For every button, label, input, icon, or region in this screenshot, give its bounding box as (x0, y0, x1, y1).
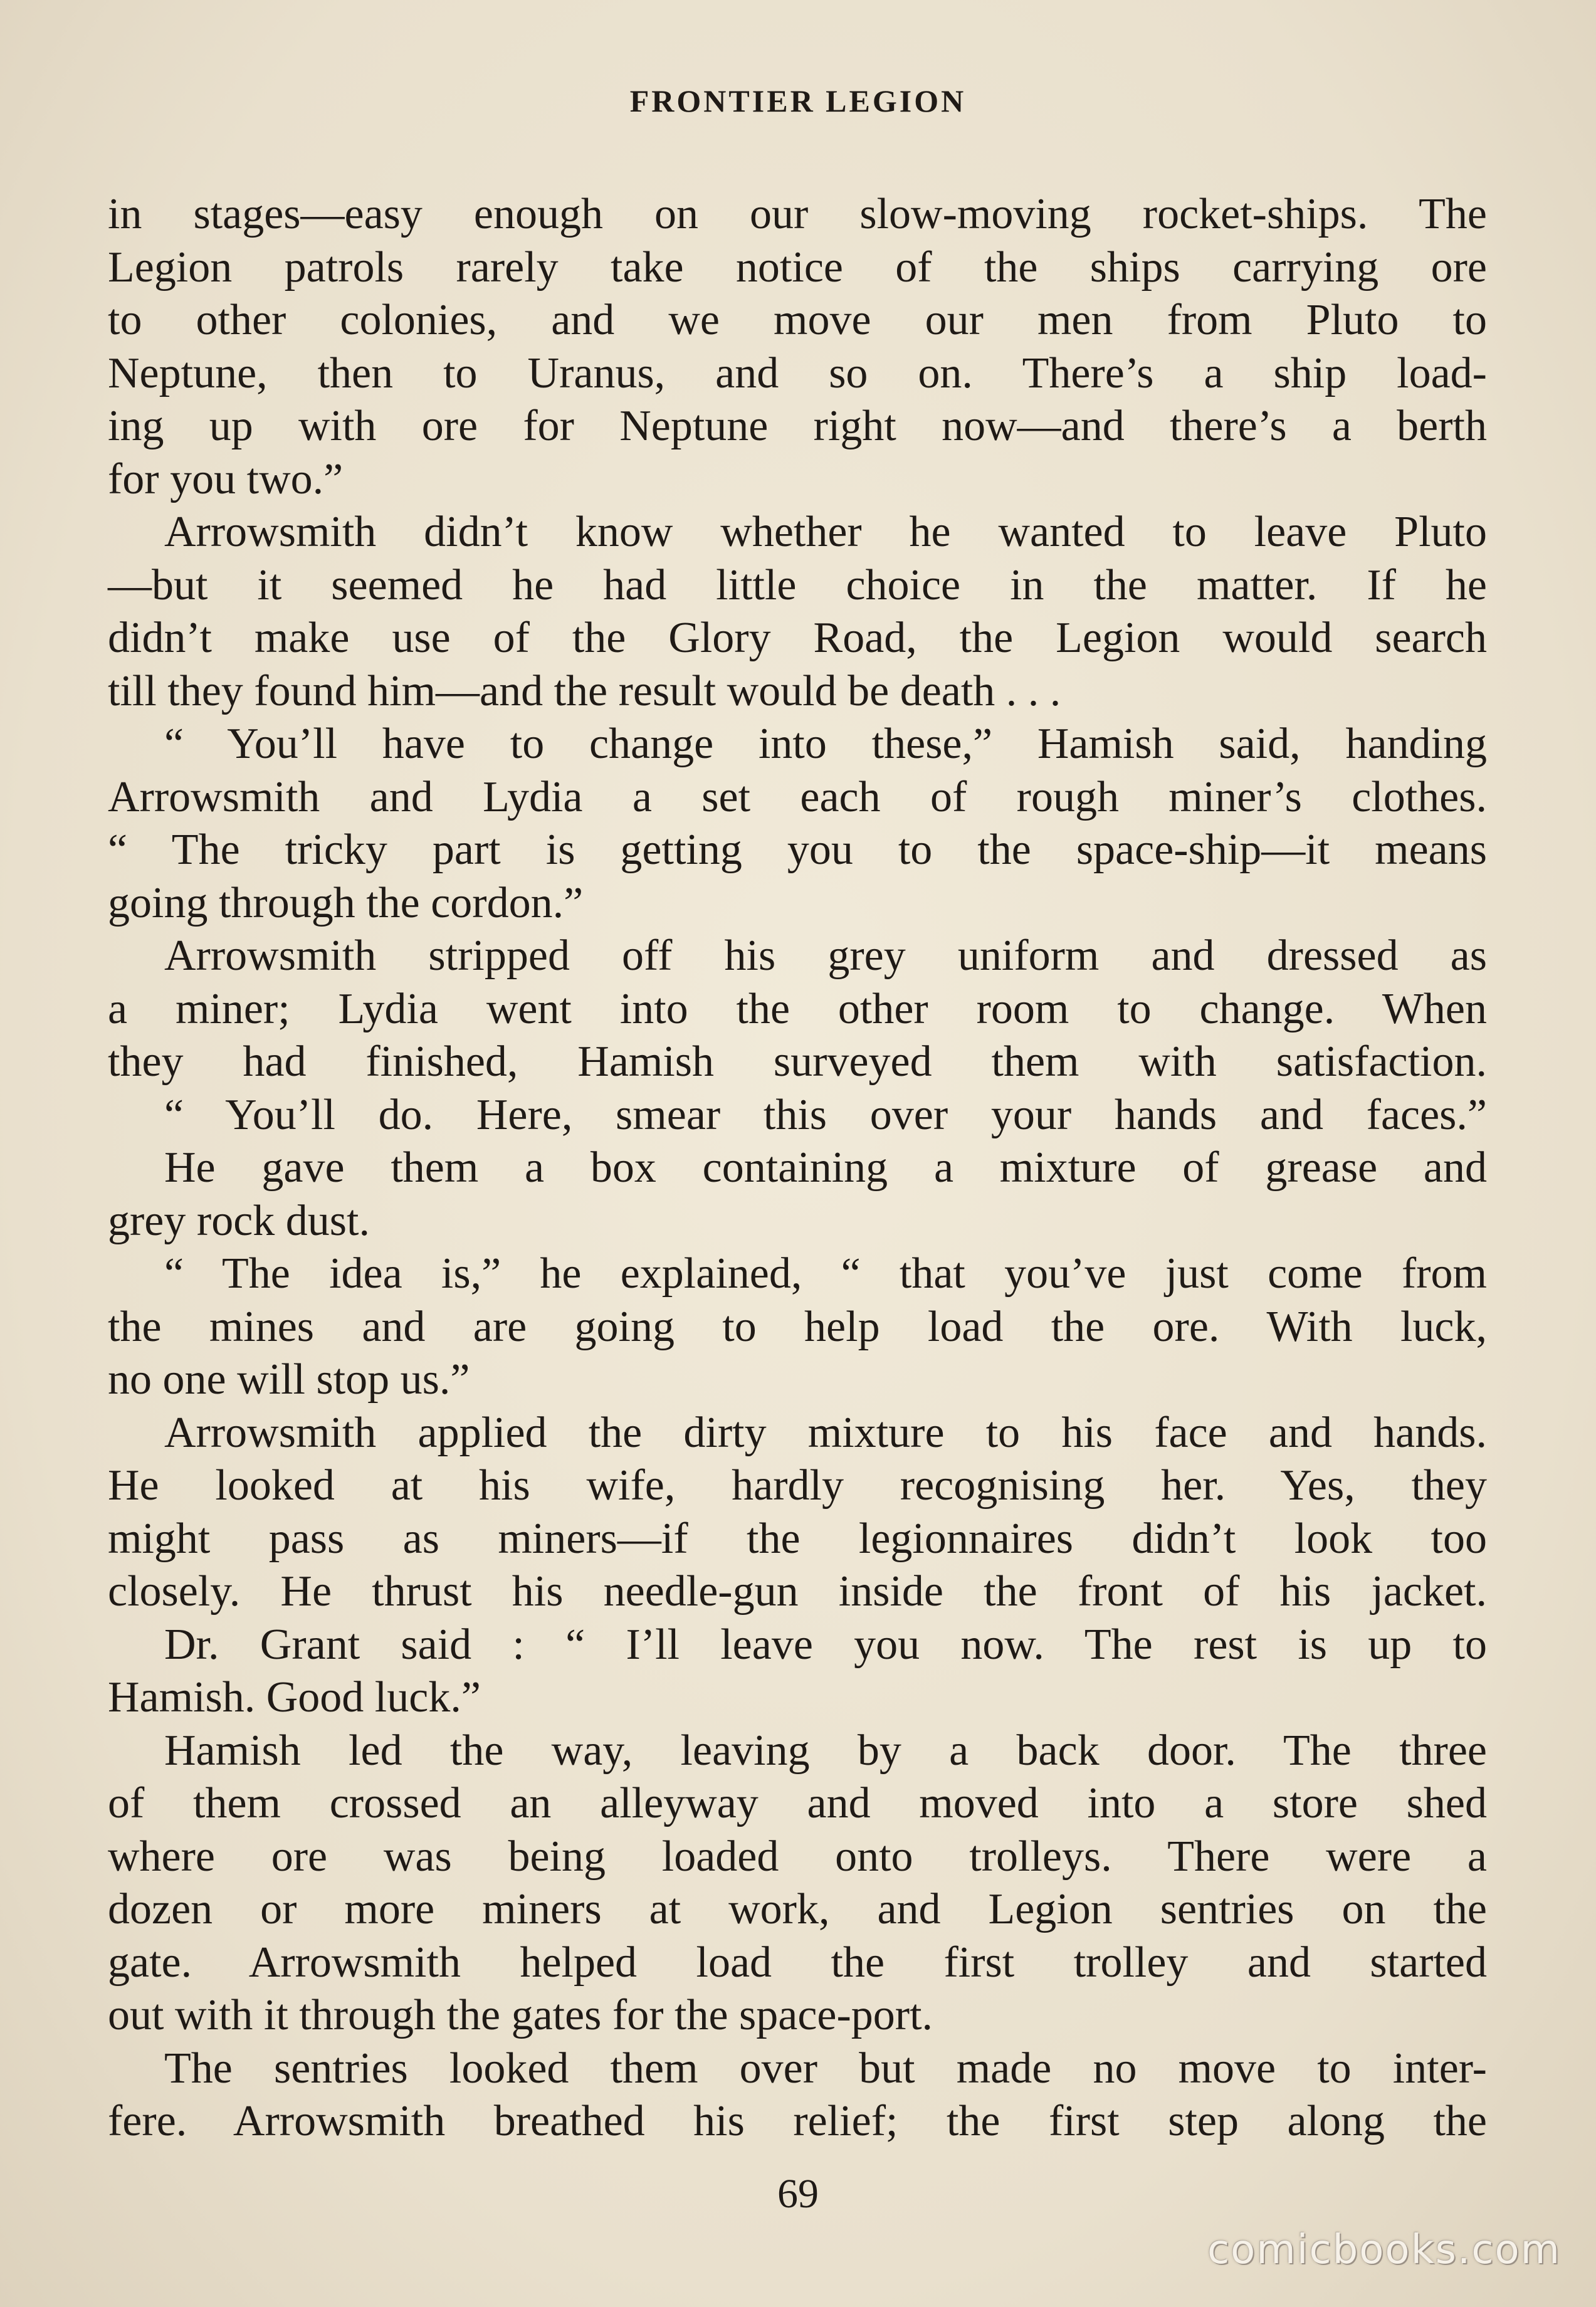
text-line: Dr. Grant said : “ I’ll leave you now. The rest is up to (164, 1620, 1487, 1669)
text-line: He gave them a box containing a mixture of grease and (164, 1143, 1487, 1192)
text-line: He looked at his wife, hardly recognising her. Yes, they (108, 1461, 1487, 1510)
text-line: Arrowsmith and Lydia a set each of rough miner’s clothes. (108, 772, 1487, 821)
text-line: Hamish. Good luck.” (108, 1673, 481, 1721)
text-line: didn’t make use of the Glory Road, the Legion would search (108, 614, 1487, 662)
text-line: ing up with ore for Neptune right now—and there’s a berth (108, 402, 1487, 450)
text-line: “ You’ll do. Here, smear this over your hands and faces.” (164, 1090, 1487, 1139)
text-line: till they found him—and the result would be death . . . (108, 666, 1061, 715)
text-line: Arrowsmith didn’t know whether he wanted to leave Pluto (164, 508, 1487, 556)
text-line: —but it seemed he had little choice in the matter. If he (108, 560, 1487, 609)
text-line: closely. He thrust his needle-gun inside the front of his jacket. (108, 1567, 1487, 1616)
body-text (108, 188, 1487, 2148)
text-line: of them crossed an alleyway and moved into a store shed (108, 1779, 1487, 1827)
text-line: a miner; Lydia went into the other room to change. When (108, 984, 1487, 1033)
watermark: comicbooks.com (1207, 2227, 1561, 2273)
text-line: fere. Arrowsmith breathed his relief; the first step along the (108, 2097, 1487, 2145)
text-line: “ The tricky part is getting you to the space-ship—it means (108, 826, 1487, 874)
text-line: “ You’ll have to change into these,” Hamish said, handing (164, 720, 1487, 768)
running-head: FRONTIER LEGION (629, 83, 967, 118)
text-line: grey rock dust. (108, 1196, 370, 1245)
text-line: for you two.” (108, 455, 344, 503)
text-line: Arrowsmith stripped off his grey uniform and dressed as (164, 932, 1487, 980)
text-line: “ The idea is,” he explained, “ that you’ve just come from (164, 1249, 1487, 1298)
text-line: Hamish led the way, leaving by a back door. The three (164, 1726, 1487, 1775)
text-line: no one will stop us.” (108, 1355, 470, 1404)
text-line: in stages—easy enough on our slow-moving rocket-ships. The (108, 190, 1487, 238)
text-line: Neptune, then to Uranus, and so on. There’s a ship load- (108, 349, 1487, 397)
text-line: dozen or more miners at work, and Legion sentries on the (108, 1885, 1487, 1933)
text-line: Arrowsmith applied the dirty mixture to his face and hands. (164, 1408, 1487, 1457)
text-line: out with it through the gates for the space-port. (108, 1991, 933, 2039)
text-line: might pass as miners—if the legionnaires didn’t look too (108, 1514, 1487, 1563)
text-line: where ore was being loaded onto trolleys. There were a (108, 1832, 1487, 1881)
text-line: Legion patrols rarely take notice of the ships carrying ore (108, 243, 1487, 292)
text-line: The sentries looked them over but made no move to inter- (164, 2044, 1487, 2093)
text-line: gate. Arrowsmith helped load the first trolley and started (108, 1938, 1487, 1987)
text-line: they had finished, Hamish surveyed them with satisfaction. (108, 1038, 1487, 1086)
text-line: the mines and are going to help load the ore. With luck, (108, 1302, 1487, 1351)
text-line: to other colonies, and we move our men from Pluto to (108, 296, 1487, 344)
text-line: going through the cordon.” (108, 878, 584, 927)
page-number: 69 (777, 2171, 819, 2217)
